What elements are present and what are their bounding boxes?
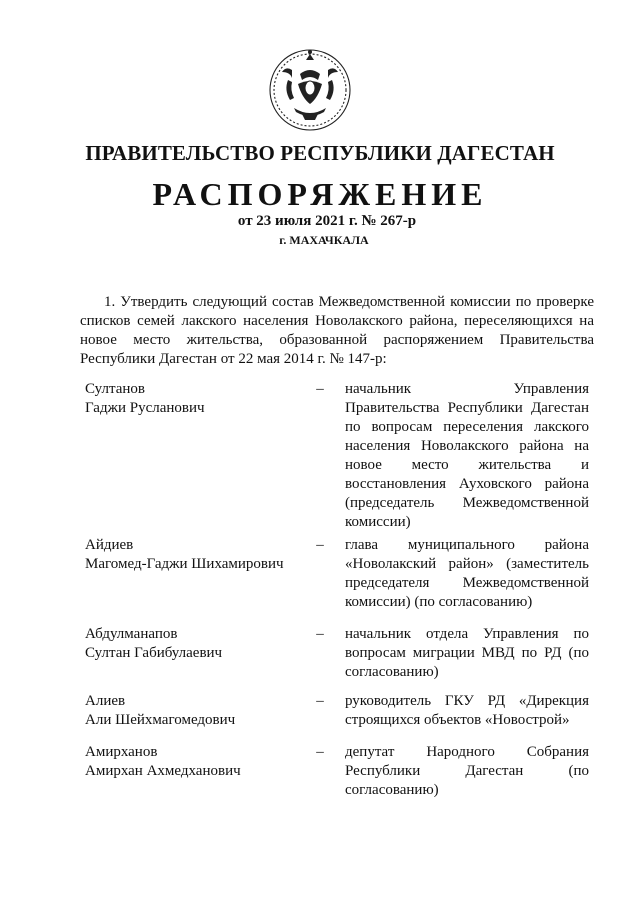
role-line: начальник отдела Управления по (345, 626, 589, 642)
coat-of-arms-emblem (262, 40, 358, 136)
member-role (345, 625, 589, 682)
member-dash: – (316, 693, 324, 709)
role-line: (председатель Межведомственной (345, 495, 589, 511)
member-dash: – (316, 626, 324, 642)
member-dash: – (316, 744, 324, 760)
member-given-names: Амирхан Ахмедханович (85, 763, 241, 779)
member-name (85, 380, 305, 418)
member-role (345, 536, 589, 612)
member-name (85, 536, 305, 574)
government-title: ПРАВИТЕЛЬСТВО РЕСПУБЛИКИ ДАГЕСТАН (85, 141, 555, 165)
role-line: руководитель ГКУ РД «Дирекция (345, 693, 589, 709)
paragraph-line: 1. Утвердить следующий состав Межведомственной комиссии по проверке (104, 294, 594, 310)
role-line: населения Новолакского района на (345, 438, 589, 454)
paragraph-line: Республики Дагестан от 22 мая 2014 г. № 147-р: (80, 351, 387, 367)
member-surname: Айдиев (85, 537, 134, 553)
member-role (345, 380, 589, 532)
member-given-names: Гаджи Русланович (85, 400, 205, 416)
resolution-paragraph (80, 293, 594, 369)
role-line: комиссии) (по согласованию) (345, 594, 533, 610)
document-type-heading: РАСПОРЯЖЕНИЕ (152, 176, 488, 212)
paragraph-line: новое место жительства, образованной распоряжением Правительства (80, 332, 594, 348)
role-line: «Новолакский район» (заместитель (345, 556, 589, 572)
member-name (85, 692, 305, 730)
role-line: глава муниципального района (345, 537, 589, 553)
member-given-names: Али Шейхмагомедович (85, 712, 236, 728)
role-line: новое место жительства и (345, 457, 589, 473)
role-line: согласованию) (345, 664, 439, 680)
member-role (345, 743, 589, 800)
member-surname: Абдулманапов (85, 626, 178, 642)
document-city: г. МАХАЧКАЛА (279, 233, 369, 247)
member-role (345, 692, 589, 730)
role-line: по вопросам переселения лакского (345, 419, 589, 435)
member-name (85, 625, 305, 663)
role-line: Республики Дагестан (по (345, 763, 589, 779)
role-line: комиссии) (345, 514, 411, 530)
role-line: депутат Народного Собрания (345, 744, 589, 760)
role-line: начальник Управления (345, 381, 589, 397)
member-dash: – (316, 381, 324, 397)
member-surname: Алиев (85, 693, 126, 709)
role-line: восстановления Ауховского района (345, 476, 589, 492)
member-surname: Султанов (85, 381, 145, 397)
role-line: Правительства Республики Дагестан (345, 400, 589, 416)
member-given-names: Магомед-Гаджи Шихамирович (85, 556, 284, 572)
role-line: председателя Межведомственной (345, 575, 589, 591)
member-given-names: Султан Габибулаевич (85, 645, 223, 661)
role-line: строящихся объектов «Новострой» (345, 712, 570, 728)
member-name (85, 743, 305, 781)
member-surname: Амирханов (85, 744, 158, 760)
role-line: вопросам миграции МВД по РД (по (345, 645, 589, 661)
role-line: согласованию) (345, 782, 439, 798)
member-dash: – (316, 537, 324, 553)
paragraph-line: списков семей лакского населения Новолакского района, переселяющихся на (80, 313, 594, 329)
document-date-number: от 23 июля 2021 г. № 267-р (237, 213, 417, 229)
